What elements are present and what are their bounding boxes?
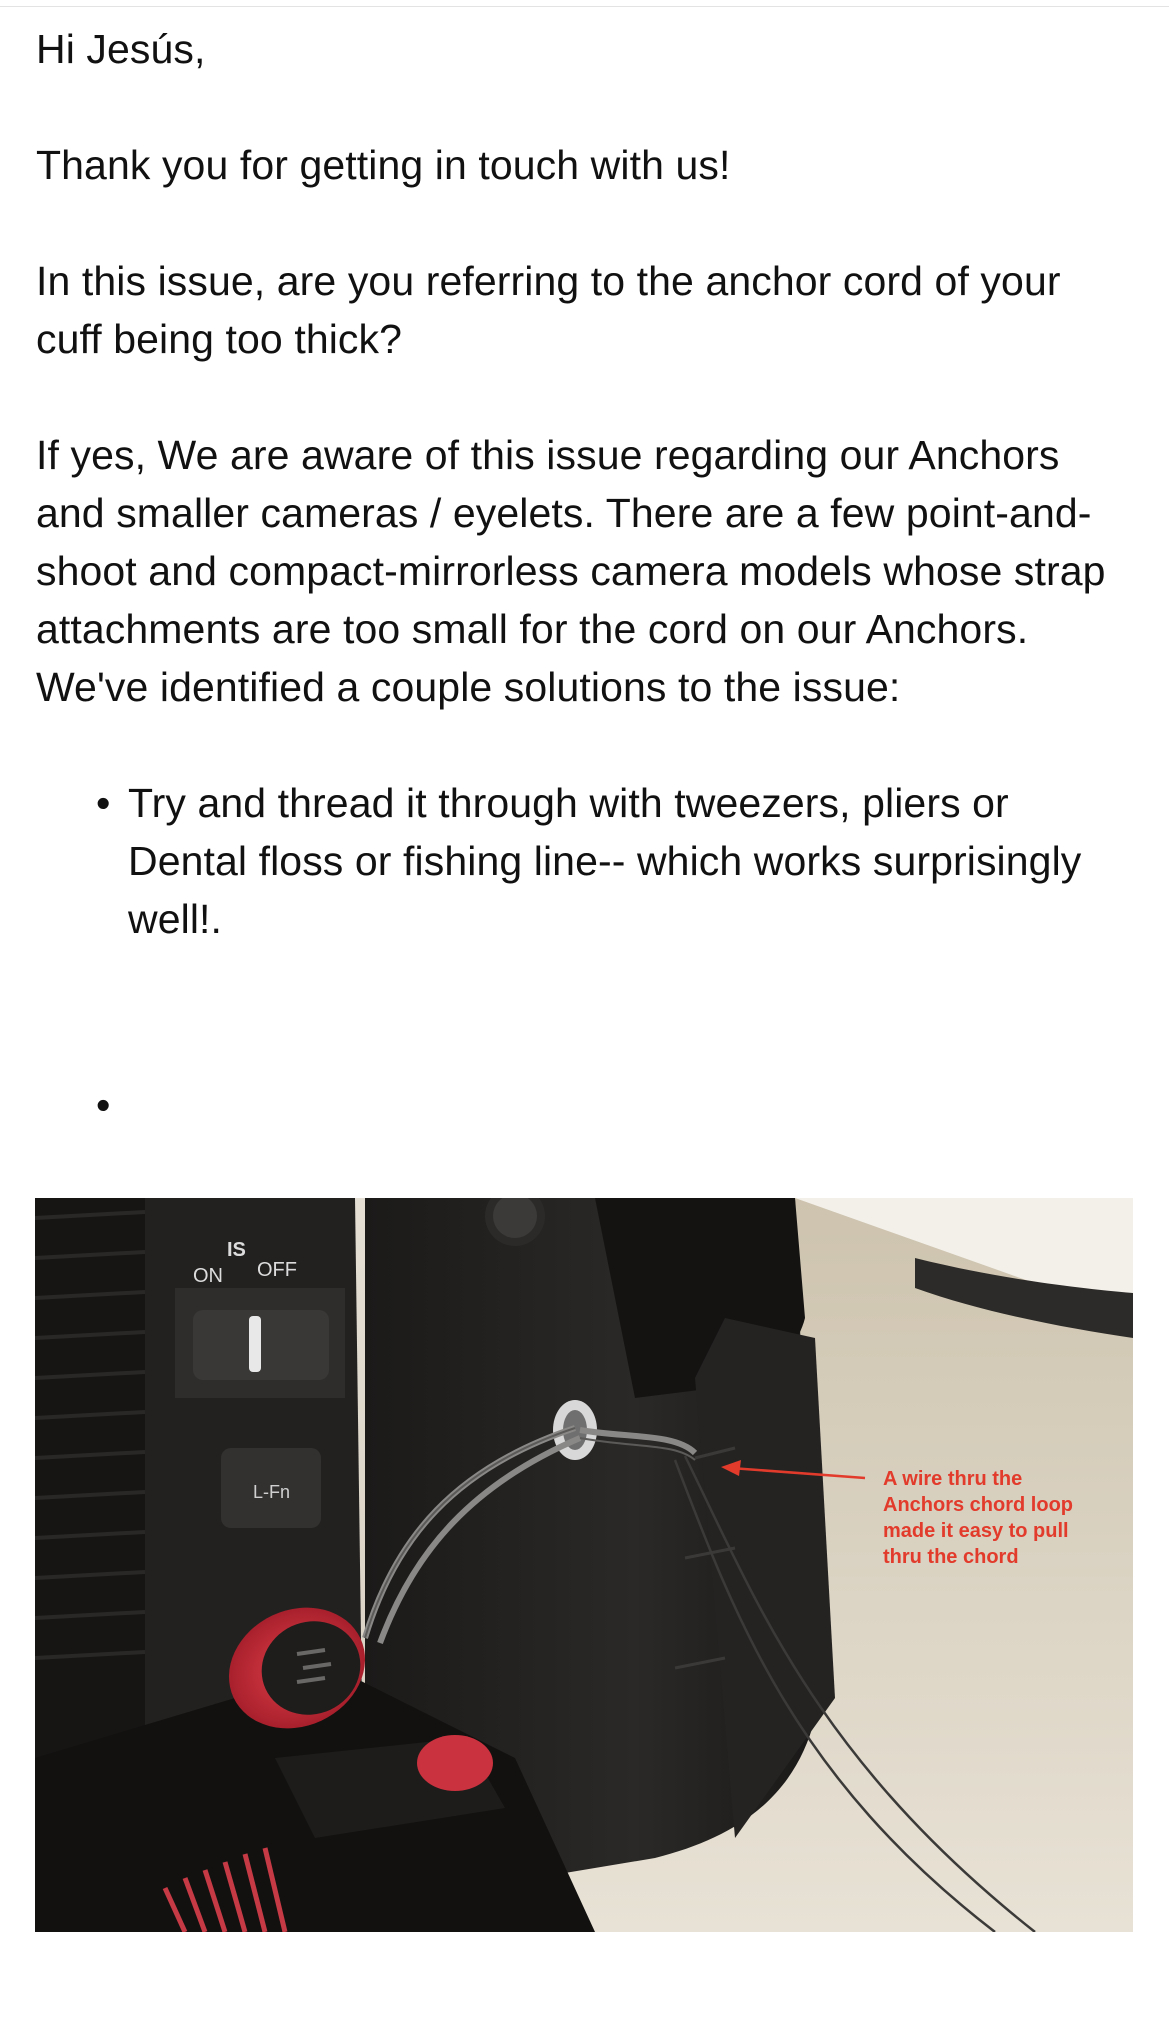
email-paragraph-3: If yes, We are aware of this issue regarding our Anchors and smaller cameras / eyelets. There are a few point-and-shoot and compact-mirrorless camera models whose strap attachments are too small for the cord on our Anchors. We've identified a couple solutions to the issue:	[36, 432, 1118, 710]
label-lfn: L-Fn	[253, 1482, 291, 1502]
bullet-text: Try and thread it through with tweezers, pliers or Dental floss or fishing line-- which works surprisingly well!.	[128, 780, 1082, 942]
email-paragraph-1: Thank you for getting in touch with us!	[36, 142, 731, 188]
list-item	[36, 774, 1136, 948]
email-body	[36, 20, 1136, 1006]
solutions-list	[36, 774, 1136, 948]
top-divider	[0, 6, 1169, 7]
empty-bullet-dot: •	[96, 1082, 111, 1128]
label-is: IS	[227, 1239, 246, 1261]
bullet-dot: •	[96, 780, 111, 826]
label-off: OFF	[257, 1259, 297, 1281]
photo-annotation: A wire thru the Anchors chord loop made it easy to pull thru the chord	[883, 1468, 1073, 1568]
email-paragraph-2: In this issue, are you referring to the anchor cord of your cuff being too thick?	[36, 258, 1073, 362]
label-on: ON	[193, 1265, 223, 1287]
email-greeting: Hi Jesús,	[36, 26, 206, 72]
camera-photo[interactable]	[35, 1198, 1133, 1932]
